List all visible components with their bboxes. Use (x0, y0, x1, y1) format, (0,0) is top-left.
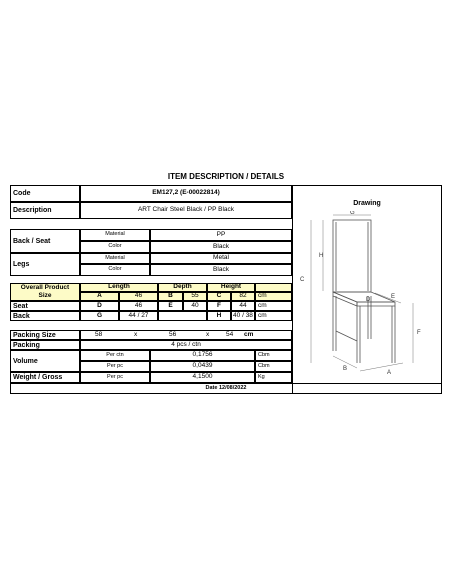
weight-per-pc-label: Per pc (80, 372, 150, 383)
back-seat-material-label: Material (80, 229, 150, 241)
dim-g-letter: G (80, 311, 119, 321)
legs-color-label: Color (80, 264, 150, 276)
drawing-panel (292, 185, 442, 394)
back-seat-color-label: Color (80, 241, 150, 253)
dim-c-value: 82 (231, 292, 255, 301)
weight-value: 4,1500 (150, 372, 255, 383)
dim-d-letter: D (80, 301, 119, 311)
volume-per-pc-label: Per pc (80, 361, 150, 372)
dim-c-letter: C (207, 292, 231, 301)
overall-size-label (10, 283, 80, 301)
unit-header (255, 283, 292, 292)
volume-per-pc-value: 0,0439 (150, 361, 255, 372)
letter-f: F (417, 330, 421, 336)
chair-drawing (293, 211, 443, 381)
date-footer: Date 12/08/2022 (10, 383, 442, 394)
dim-d-value: 46 (119, 301, 158, 311)
dim-f-value: 44 (231, 301, 255, 311)
packing-unit: cm (244, 330, 254, 338)
depth-header: Depth (158, 283, 207, 292)
back-seat-color: Black (150, 241, 292, 253)
weight-unit: Kg (255, 372, 292, 383)
dim-e-letter: E (158, 301, 183, 311)
dim-a-value: 46 (119, 292, 158, 301)
description-value: ART Chair Steel Black / PP Black (80, 202, 292, 219)
back-unit: cm (255, 311, 292, 321)
letter-d: D (366, 297, 371, 303)
back-label: Back (10, 311, 80, 321)
dim-e-value: 40 (183, 301, 207, 311)
letter-e: E (391, 294, 396, 300)
packing-width: 56 (169, 330, 177, 338)
code-label: Code (10, 185, 80, 202)
overall-size-label-line2: Size (38, 291, 52, 299)
drawing-title: Drawing (353, 200, 381, 207)
dim-b-value: 55 (183, 292, 207, 301)
item-details-sheet (10, 185, 442, 409)
overall-size-label-line1: Overall Product (20, 284, 70, 291)
packing-size-label: Packing Size (10, 330, 80, 340)
weight-label: Weight / Gross (10, 372, 80, 383)
overall-unit: cm (255, 292, 292, 301)
volume-per-pc-unit: Cbm (255, 361, 292, 372)
dim-f-letter: F (207, 301, 231, 311)
volume-label: Volume (10, 350, 80, 372)
seat-label: Seat (10, 301, 80, 311)
packing-height: 54 (226, 330, 234, 338)
volume-per-ctn-unit: Cbm (255, 350, 292, 361)
legs-material: Metal (150, 253, 292, 264)
legs-material-label: Material (80, 253, 150, 264)
packing-x2: x (206, 330, 210, 338)
code-value: EM127,2 (E-00022814) (80, 185, 292, 202)
letter-a: A (387, 370, 392, 376)
legs-label: Legs (10, 253, 80, 276)
page-title: ITEM DESCRIPTION / DETAILS (167, 172, 285, 181)
letter-b: B (343, 366, 348, 372)
back-seat-material: PP (150, 229, 292, 241)
dim-b-letter: B (158, 292, 183, 301)
dim-g-value: 44 / 27 (119, 311, 158, 321)
volume-per-ctn-value: 0,1756 (150, 350, 255, 361)
packing-size-value (80, 330, 292, 340)
description-label: Description (10, 202, 80, 219)
letter-h: H (319, 253, 324, 259)
volume-per-ctn-label: Per ctn (80, 350, 150, 361)
legs-color: Black (150, 264, 292, 276)
seat-unit: cm (255, 301, 292, 311)
chair-backrest (333, 220, 371, 292)
back-depth-empty (158, 311, 207, 321)
letter-c: C (300, 277, 305, 283)
packing-value: 4 pcs / ctn (80, 340, 292, 350)
packing-label: Packing (10, 340, 80, 350)
length-header: Length (80, 283, 158, 292)
packing-x1: x (134, 330, 138, 338)
dim-a-letter: A (80, 292, 119, 301)
dim-h-value: 40 / 38 (231, 311, 255, 321)
height-header: Height (207, 283, 255, 292)
letter-g: G (350, 211, 355, 216)
dim-h-letter: H (207, 311, 231, 321)
packing-length: 58 (95, 330, 103, 338)
back-seat-label: Back / Seat (10, 229, 80, 253)
